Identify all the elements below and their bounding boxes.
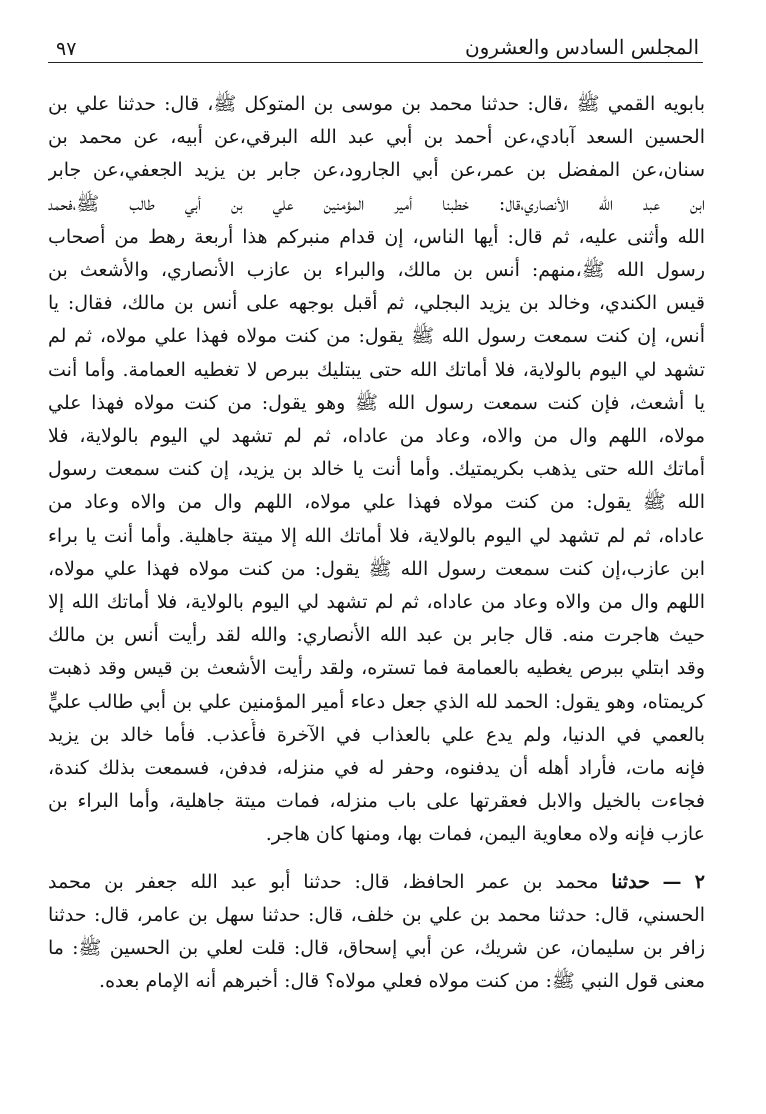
- text-line: كريمتاه، وهو يقول: الحمد لله الذي جعل دعاء أمير المؤمنين علي بن أبي طالب عليٍّ: [48, 690, 705, 713]
- text-line: زافر بن سليمان، عن شريك، عن أبي إسحاق، قال: قلت لعلي بن الحسين ﷺ: ما: [48, 937, 705, 960]
- text-line: سنان،عن المفضل بن عمر،عن أبي الجارود،عن جابر بن يزيد الجعفي،عن جابر: [48, 159, 705, 182]
- running-title: المجلس السادس والعشرون: [464, 35, 699, 59]
- text-line: بالعمي في الدنيا، ولم يدع علي بالعذاب في الآخرة فأُعذب. فأما خالد بن يزيد: [48, 723, 705, 746]
- text-line: عازب فإنه ولاه معاوية اليمن، فمات بها، ومنها كان هاجر.: [265, 823, 705, 846]
- text-line: مولاه، اللهم وال من والاه، وعاد من عاداه، ثم لم تشهد لي اليوم بالولاية، فلا: [48, 425, 705, 448]
- text-line: أماتك الله حتى يذهب بكريمتيك. وأما أنت يا خالد بن يزيد، إن كنت سمعت رسول: [48, 458, 705, 481]
- text-line: الحسين السعد آبادي،عن أحمد بن أبي عبد الله البرقي،عن أبيه، عن محمد بن: [48, 126, 705, 149]
- paragraph-gap: [48, 852, 705, 866]
- paragraph-1: [48, 88, 705, 852]
- text-line: تشهد لي اليوم بالولاية، فلا أماتك الله حتى يبتليك ببرص لا تغطيه العمامة. وأما أنت: [48, 358, 705, 381]
- text-line: [48, 866, 705, 899]
- text-line: يا أشعث، فإن كنت سمعت رسول الله ﷺ وهو يقول: من كنت مولاه فهذا علي: [48, 391, 705, 414]
- text-line: الله ﷺ يقول: من كنت مولاه فهذا علي مولاه، اللهم وال من والاه وعاد من: [48, 491, 705, 514]
- text-line: عاداه، ثم لم تشهد لي اليوم بالولاية، فلا أماتك الله إلا ميتة جاهلية. وأما أنت يا براء: [48, 524, 705, 547]
- text-line: قيس الكندي، وخالد بن يزيد البجلي، ثم أقبل بوجهه على أنس بن مالك، فقال: يا: [48, 292, 705, 315]
- page-header: [48, 34, 703, 63]
- text-line: ابن عازب،إن كنت سمعت رسول الله ﷺ يقول: من كنت مولاه فهذا علي مولاه،: [48, 557, 705, 580]
- body-text: [48, 88, 705, 998]
- paragraph-2: [48, 866, 705, 999]
- hadith-first-line-text: محمد بن عمر الحافظ، قال: حدثنا أبو عبد الله جعفر بن محمد: [48, 870, 612, 893]
- text-line: فإنه مات، فأراد أهله أن يدفنوه، وحفر له في منزله، فدفن، فسمعت بذلك كندة،: [48, 757, 705, 780]
- text-line: الله وأثنى عليه، ثم قال: أيها الناس، إن قدام منبركم هذا أربعة رهط من أصحاب: [48, 225, 705, 248]
- text-line: الحسني، قال: حدثنا محمد بن علي بن خلف، قال: حدثنا سهل بن عامر، قال: حدثنا: [48, 903, 705, 926]
- text-line: ابن عبد الله الأنصاري،قال: خطبنا أمير المؤمنين علي بن أبي طالب ﷺ،فحمد: [48, 192, 705, 215]
- hadith-number: ٢ —: [662, 870, 705, 893]
- text-line: معنى قول النبي ﷺ: من كنت مولاه فعلي مولاه؟ قال: أخبرهم أنه الإمام بعده.: [99, 970, 705, 993]
- text-line: حيث هاجرت منه. قال جابر بن عبد الله الأنصاري: والله لقد رأيت أنس بن مالك: [48, 624, 705, 647]
- text-line: أنس، إن كنت سمعت رسول الله ﷺ يقول: من كنت مولاه فهذا علي مولاه، ثم لم: [48, 325, 705, 348]
- text-line: رسول الله ﷺ،منهم: أنس بن مالك، والبراء بن عازب الأنصاري، والأشعث بن: [48, 259, 705, 282]
- hadith-lead: حدثنا: [611, 870, 650, 893]
- page-number: ٩٧: [56, 38, 77, 60]
- text-line: اللهم وال من والاه وعاد من عاداه، ثم لم تشهد لي اليوم بالولاية، فلا أماتك الله إلا: [48, 591, 705, 614]
- text-line: وقد ابتلي ببرص يغطيه بالعمامة فما تستره، ولقد رأيت الأشعث بن قيس وقد ذهبت: [48, 657, 705, 680]
- text-line: فجاءت بالخيل والابل فعقرتها على باب منزله، فمات ميتة جاهلية، وأما البراء بن: [48, 790, 705, 813]
- text-line: بابويه القمي ﷺ ،قال: حدثنا محمد بن موسى بن المتوكل ﷺ، قال: حدثنا علي بن: [48, 93, 705, 115]
